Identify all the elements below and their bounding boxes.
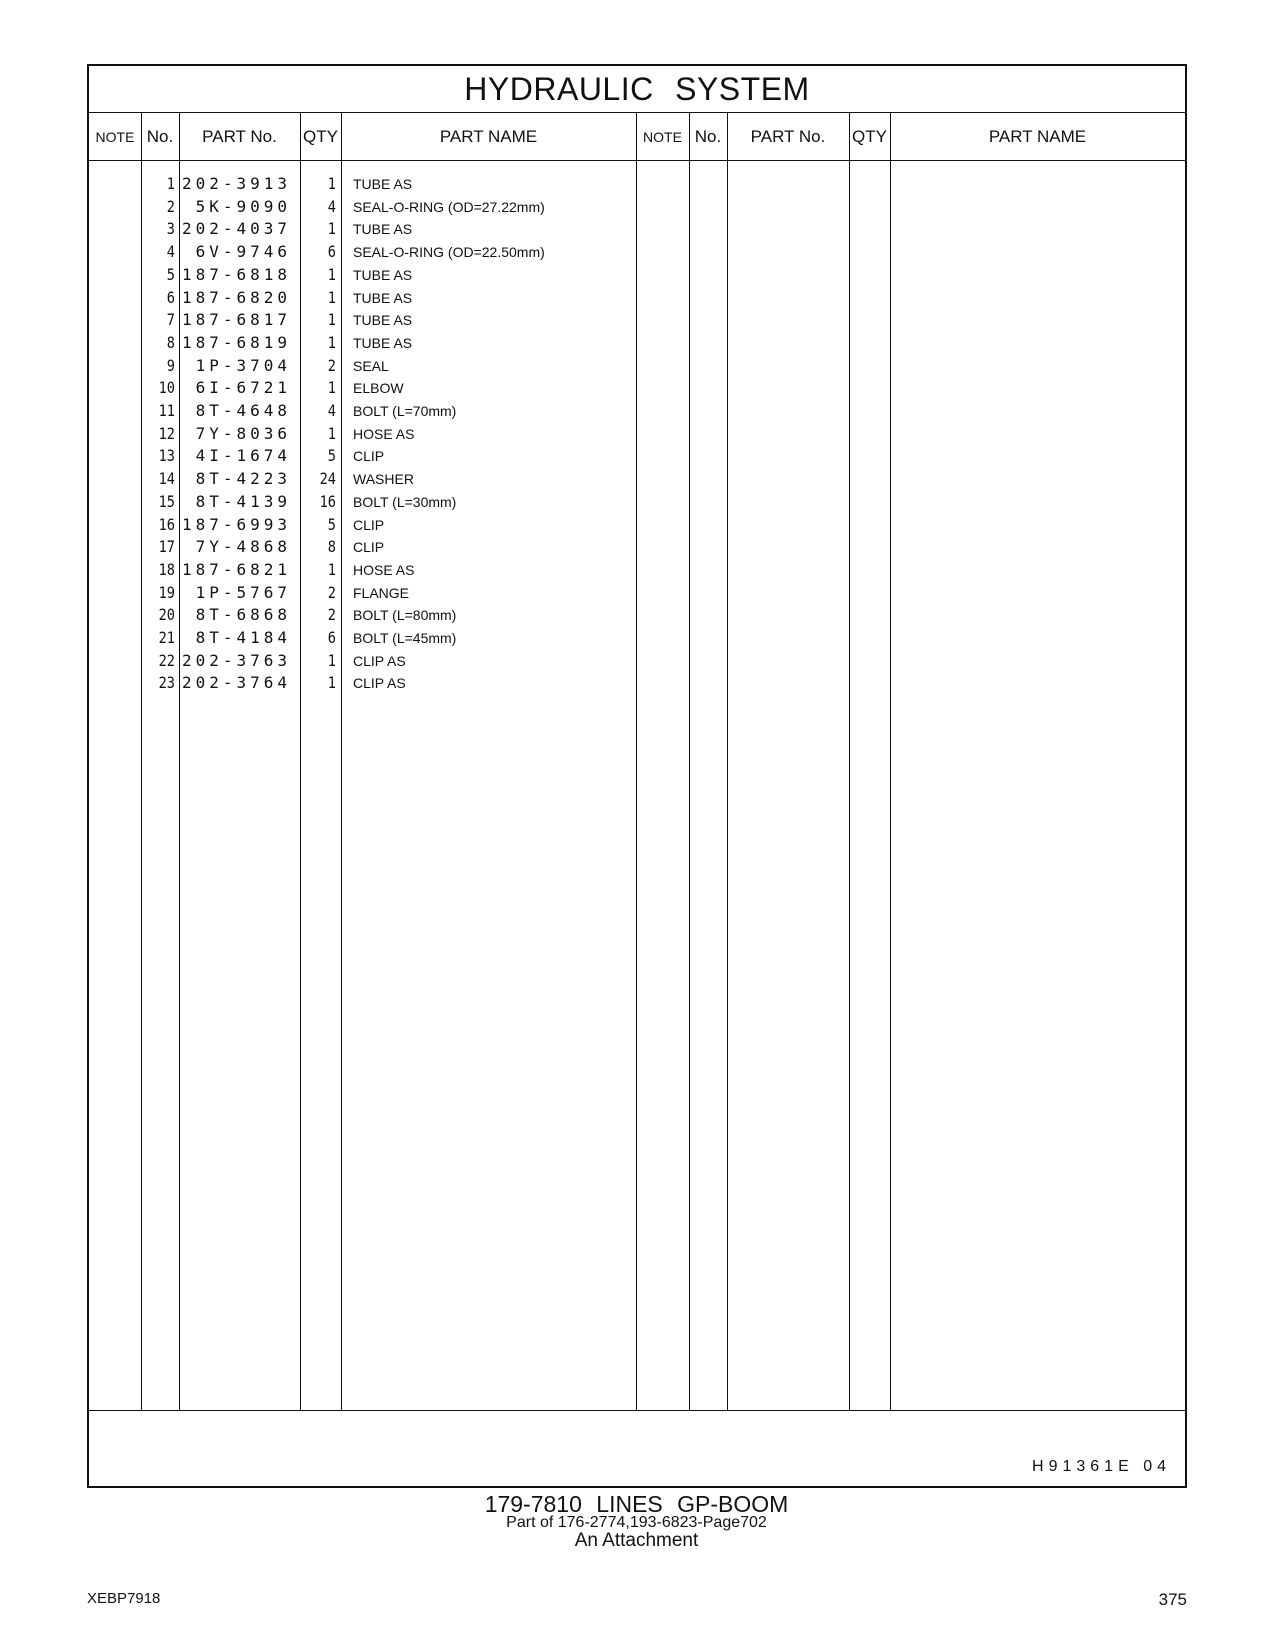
table-title: HYDRAULIC SYSTEM xyxy=(464,70,810,107)
part-name: CLIP xyxy=(353,516,385,533)
item-number: 13 xyxy=(158,446,175,466)
quantity: 16 xyxy=(319,491,336,511)
table-row xyxy=(89,332,1185,354)
item-number: 3 xyxy=(166,219,175,239)
part-number: 202-3764 xyxy=(181,673,291,693)
quantity: 6 xyxy=(327,242,336,262)
quantity: 1 xyxy=(327,650,336,670)
item-number: 20 xyxy=(158,605,175,625)
parts-table xyxy=(87,64,1187,1488)
quantity: 4 xyxy=(327,196,336,216)
header-qty-left: QTY xyxy=(303,126,338,146)
header-part-name-right: PART NAME xyxy=(988,126,1087,146)
quantity: 1 xyxy=(327,310,336,330)
part-name: SEAL-O-RING (OD=22.50mm) xyxy=(353,244,545,261)
quantity: 8 xyxy=(327,537,336,557)
table-row xyxy=(89,355,1185,377)
table-row xyxy=(89,559,1185,581)
part-name: BOLT (L=70mm) xyxy=(353,403,457,419)
item-number: 8 xyxy=(166,332,175,352)
quantity: 1 xyxy=(327,673,336,693)
item-number: 9 xyxy=(166,355,175,375)
item-number: 17 xyxy=(158,537,175,557)
table-row xyxy=(89,173,1185,195)
item-number: 5 xyxy=(166,264,175,284)
caption-part-of: Part of 176-2774,193-6823-Page702 xyxy=(506,1514,767,1531)
quantity: 1 xyxy=(327,378,336,398)
table-title-row xyxy=(89,66,1185,113)
table-row xyxy=(89,218,1185,240)
part-name: CLIP xyxy=(353,448,385,465)
quantity: 1 xyxy=(327,219,336,239)
item-number: 15 xyxy=(158,491,175,511)
part-name: SEAL xyxy=(353,357,389,374)
item-number: 6 xyxy=(166,287,175,307)
part-number: 202-3763 xyxy=(181,650,291,670)
quantity: 2 xyxy=(327,355,336,375)
item-number: 1 xyxy=(166,174,175,193)
quantity: 5 xyxy=(327,514,336,534)
part-name: WASHER xyxy=(353,471,414,488)
table-row xyxy=(89,241,1185,263)
header-note-right: NOTE xyxy=(643,128,682,145)
header-row xyxy=(89,113,1185,161)
part-name: TUBE AS xyxy=(353,289,413,306)
quantity: 1 xyxy=(327,287,336,307)
form-code: XEBP7918 xyxy=(87,1590,161,1607)
quantity: 6 xyxy=(327,628,336,647)
part-number: 187-6819 xyxy=(181,332,291,352)
quantity: 5 xyxy=(327,446,336,466)
table-row xyxy=(89,445,1185,467)
item-number: 14 xyxy=(158,469,175,489)
item-number: 10 xyxy=(158,378,175,398)
table-row xyxy=(89,196,1185,218)
part-number: 187-6817 xyxy=(181,310,291,330)
quantity: 24 xyxy=(319,469,336,489)
item-number: 23 xyxy=(158,673,175,693)
header-no-left: No. xyxy=(146,126,174,146)
part-number: 4I-1674 xyxy=(195,446,291,466)
part-name: HOSE AS xyxy=(353,425,415,442)
part-number: 187-6820 xyxy=(181,287,291,307)
part-name: CLIP AS xyxy=(353,652,406,669)
header-note-left: NOTE xyxy=(95,128,135,145)
part-name: BOLT (L=80mm) xyxy=(353,607,457,624)
part-name: SEAL-O-RING (OD=27.22mm) xyxy=(353,198,545,215)
part-name: FLANGE xyxy=(353,584,410,601)
page-number: 375 xyxy=(1158,1590,1187,1609)
table-row xyxy=(89,627,1185,649)
item-number: 11 xyxy=(158,401,175,420)
part-name: TUBE AS xyxy=(353,312,413,329)
table-row xyxy=(89,536,1185,558)
item-number: 2 xyxy=(166,196,175,216)
part-number: 8T-4139 xyxy=(195,491,291,511)
table-row xyxy=(89,672,1185,694)
part-number: 7Y-8036 xyxy=(195,423,291,443)
table-row xyxy=(89,423,1185,445)
quantity: 2 xyxy=(327,605,336,625)
table-row xyxy=(89,400,1185,422)
part-number: 8T-4223 xyxy=(195,469,291,489)
quantity: 1 xyxy=(327,423,336,443)
part-name: TUBE AS xyxy=(353,176,413,192)
part-number: 1P-3704 xyxy=(195,355,291,375)
header-qty-right: QTY xyxy=(852,126,887,146)
part-name: TUBE AS xyxy=(353,334,413,351)
caption-group-title: 179-7810 LINES GP-BOOM xyxy=(484,1491,789,1517)
part-number: 8T-4648 xyxy=(195,401,291,420)
table-row xyxy=(89,604,1185,626)
caption-attachment: An Attachment xyxy=(574,1530,699,1551)
part-number: 8T-4184 xyxy=(195,628,291,647)
table-footer-divider xyxy=(89,1410,1185,1411)
header-part-no-left: PART No. xyxy=(202,126,277,146)
table-row xyxy=(89,377,1185,399)
document-number: H91361E 04 xyxy=(1032,1458,1171,1475)
table-row xyxy=(89,514,1185,536)
table-row xyxy=(89,468,1185,490)
part-number: 5K-9090 xyxy=(195,196,291,216)
part-number: 187-6818 xyxy=(181,264,291,284)
part-number: 6V-9746 xyxy=(195,242,291,262)
part-number: 7Y-4868 xyxy=(195,537,291,557)
quantity: 1 xyxy=(327,332,336,352)
table-row xyxy=(89,491,1185,513)
part-name: TUBE AS xyxy=(353,221,413,238)
item-number: 22 xyxy=(158,650,175,670)
part-number: 187-6821 xyxy=(181,559,291,579)
item-number: 7 xyxy=(166,310,175,330)
item-number: 18 xyxy=(158,559,175,579)
quantity: 4 xyxy=(327,401,336,420)
part-number: 202-3913 xyxy=(181,174,291,193)
part-number: 187-6993 xyxy=(181,514,291,534)
quantity: 1 xyxy=(327,559,336,579)
item-number: 21 xyxy=(158,628,175,647)
header-part-no-right: PART No. xyxy=(750,126,826,146)
header-no-right: No. xyxy=(694,126,722,146)
part-name: BOLT (L=30mm) xyxy=(353,493,457,510)
quantity: 1 xyxy=(327,174,336,193)
item-number: 4 xyxy=(166,242,175,262)
item-number: 19 xyxy=(158,582,175,602)
quantity: 2 xyxy=(327,582,336,602)
part-name: HOSE AS xyxy=(353,561,415,578)
item-number: 16 xyxy=(158,514,175,534)
table-row xyxy=(89,309,1185,331)
part-name: CLIP xyxy=(353,539,385,556)
part-name: ELBOW xyxy=(353,380,404,397)
table-row xyxy=(89,264,1185,286)
quantity: 1 xyxy=(327,264,336,284)
part-number: 8T-6868 xyxy=(195,605,291,625)
part-name: CLIP AS xyxy=(353,675,406,692)
part-number: 202-4037 xyxy=(181,219,291,239)
header-part-name-left: PART NAME xyxy=(439,126,538,146)
part-name: TUBE AS xyxy=(353,266,413,283)
table-row xyxy=(89,287,1185,309)
table-row xyxy=(89,650,1185,672)
item-number: 12 xyxy=(158,423,175,443)
part-number: 1P-5767 xyxy=(195,582,291,602)
table-row xyxy=(89,582,1185,604)
part-name: BOLT (L=45mm) xyxy=(353,630,457,646)
part-number: 6I-6721 xyxy=(195,378,291,398)
